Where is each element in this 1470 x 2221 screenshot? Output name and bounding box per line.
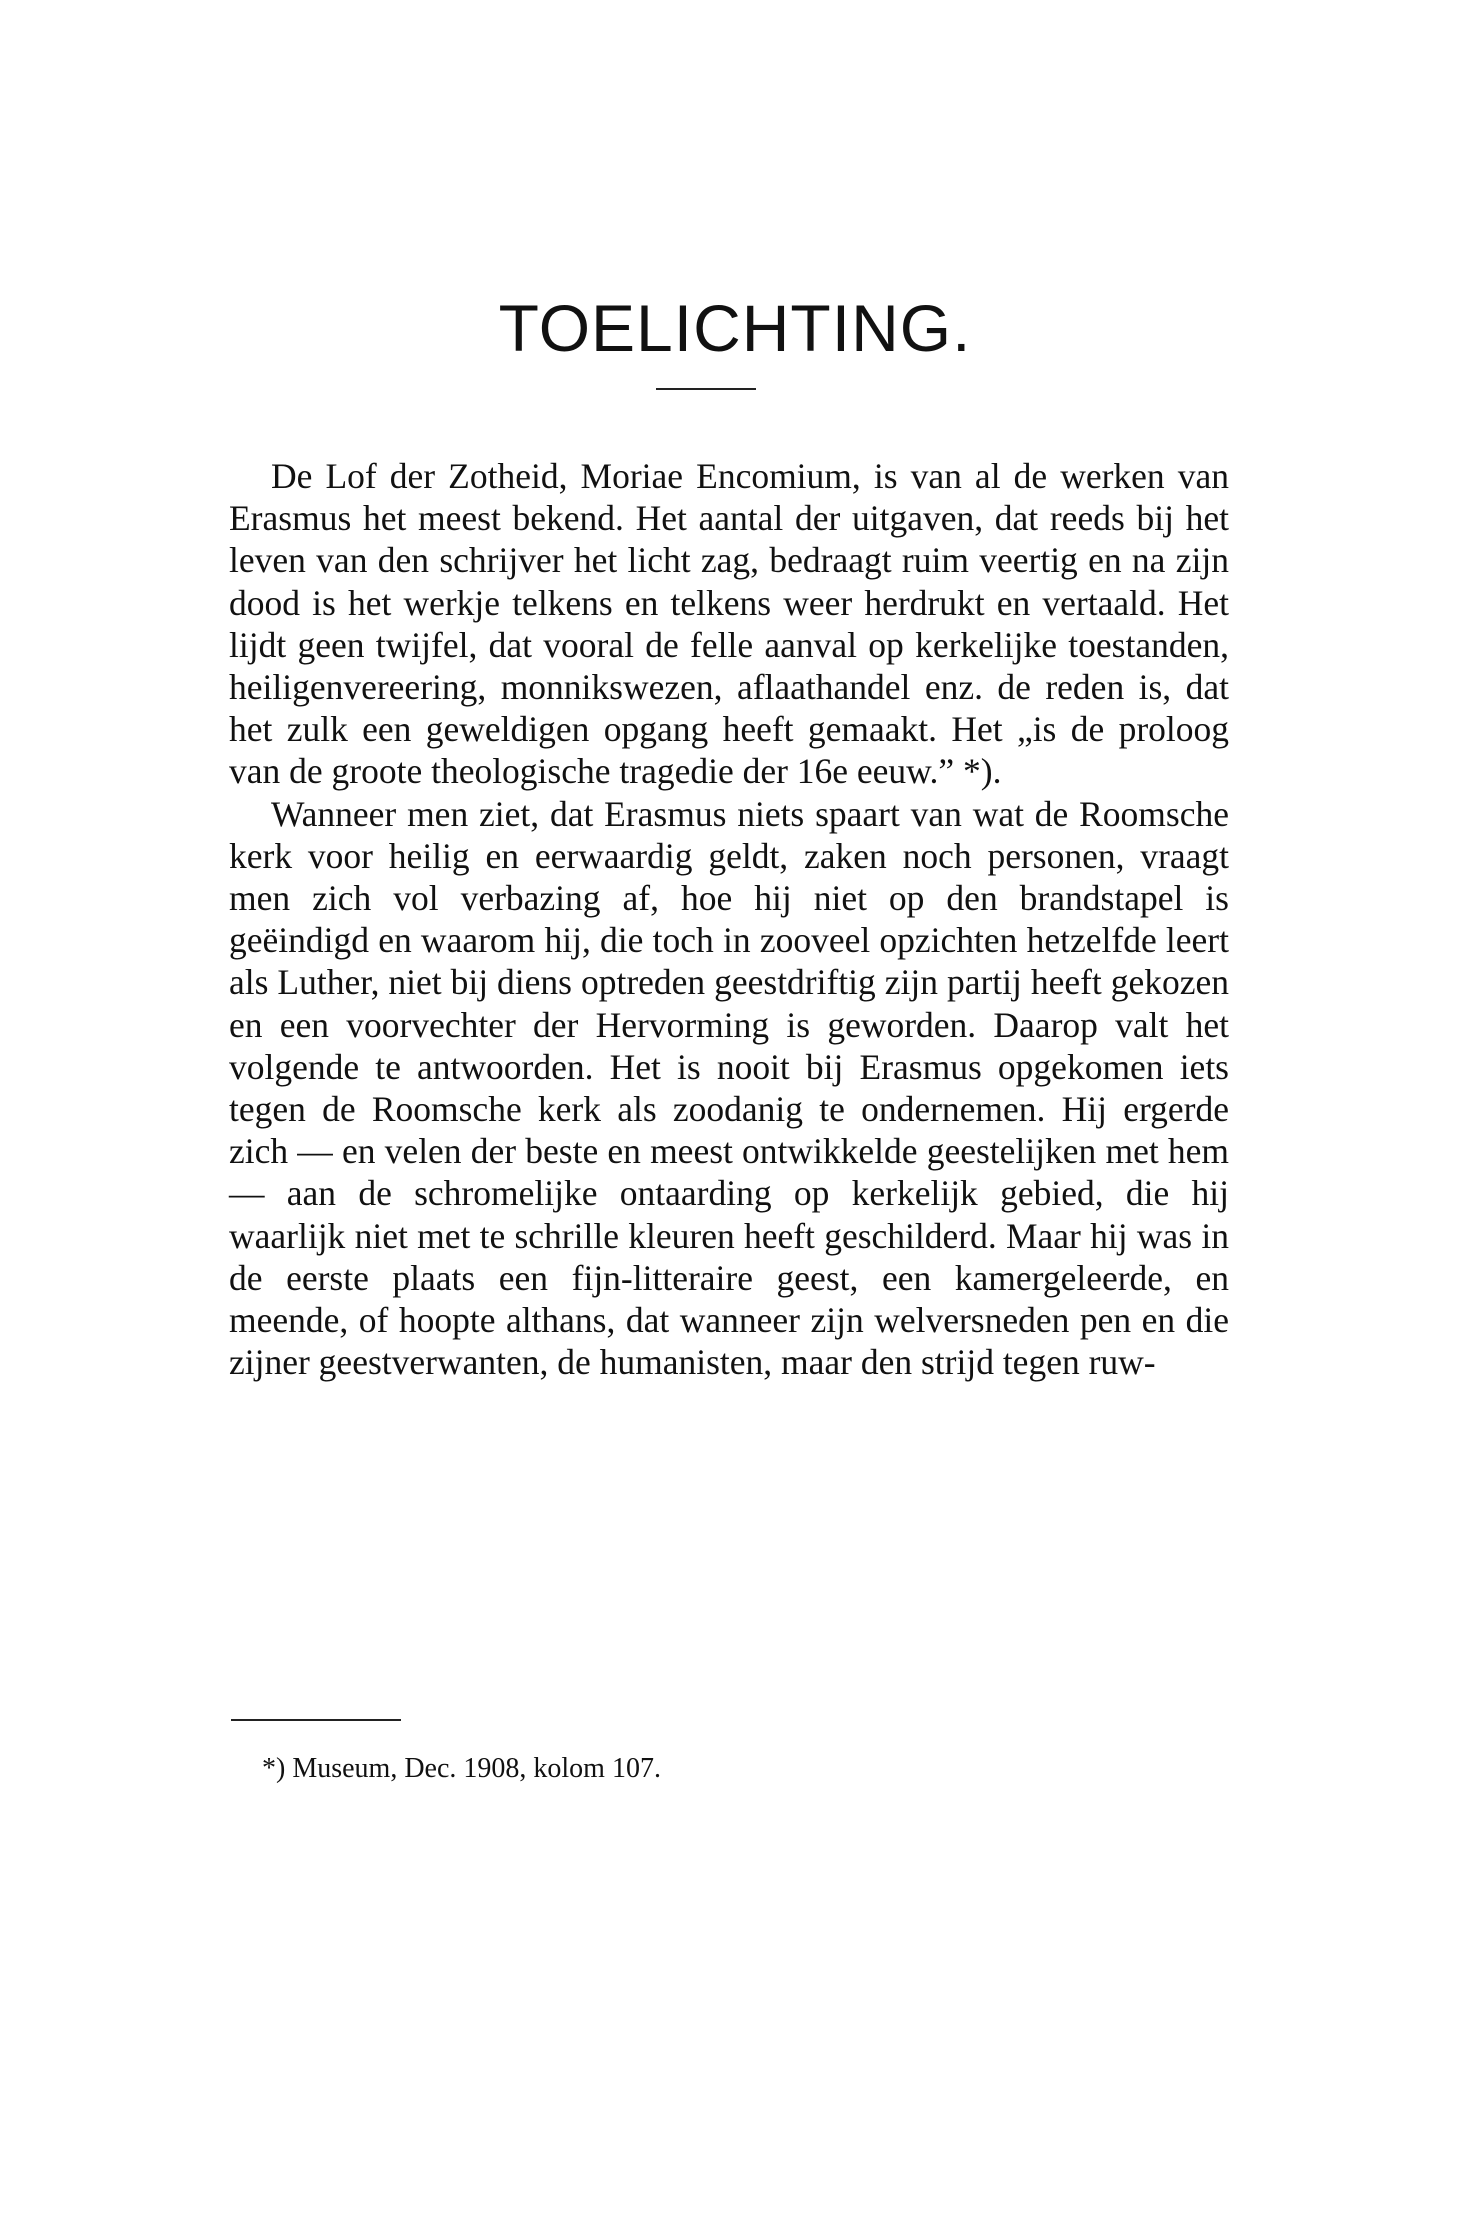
- paragraph-1: De Lof der Zotheid, Moriae Encomium, is van al de werken van Erasmus het meest bekend. Het aantal der uitgaven, dat reeds bij het leven van den schrijver het licht zag, bedraagt ruim veertig en na zijn dood is het werkje telkens en telkens weer herdrukt en vertaald. Het lijdt geen twijfel, dat vooral de felle aanval op kerkelijke toestanden, heiligenvereering, monnikswezen, aflaathandel enz. de reden is, dat het zulk een geweldigen opgang heeft gemaakt. Het „is de proloog van de groote theologische tragedie der 16e eeuw.” *).: [229, 456, 1229, 792]
- page-title: TOELICHTING.: [498, 291, 972, 365]
- footnote-divider: [231, 1719, 401, 1721]
- paragraph-2: Wanneer men ziet, dat Erasmus niets spaart van wat de Roomsche kerk voor heilig en eerwaardig geldt, zaken noch personen, vraagt men zich vol verbazing af, hoe hij niet op den brandstapel is geëindigd en waarom hij, die toch in zooveel opzichten hetzelfde leert als Luther, niet bij diens optreden geestdriftig zijn partij heeft gekozen en een voorvechter der Hervorming is geworden. Daarop valt het volgende te antwoorden. Het is nooit bij Erasmus opgekomen iets tegen de Roomsche kerk als zoodanig te ondernemen. Hij ergerde zich — en velen der beste en meest ontwikkelde geestelijken met hem — aan de schromelijke ontaarding op kerkelijk gebied, die hij waarlijk niet met te schrille kleuren heeft geschilderd. Maar hij was in de eerste plaats een fijn-litteraire geest, een kamergeleerde, en meende, of hoopte althans, dat wanneer zijn welversneden pen en die zijner geestverwanten, de humanisten, maar den strijd tegen ruw-: [229, 793, 1229, 1383]
- title-divider: [656, 388, 756, 390]
- footnote: *) Museum, Dec. 1908, kolom 107.: [262, 1753, 661, 1784]
- body-text: [229, 455, 1229, 1383]
